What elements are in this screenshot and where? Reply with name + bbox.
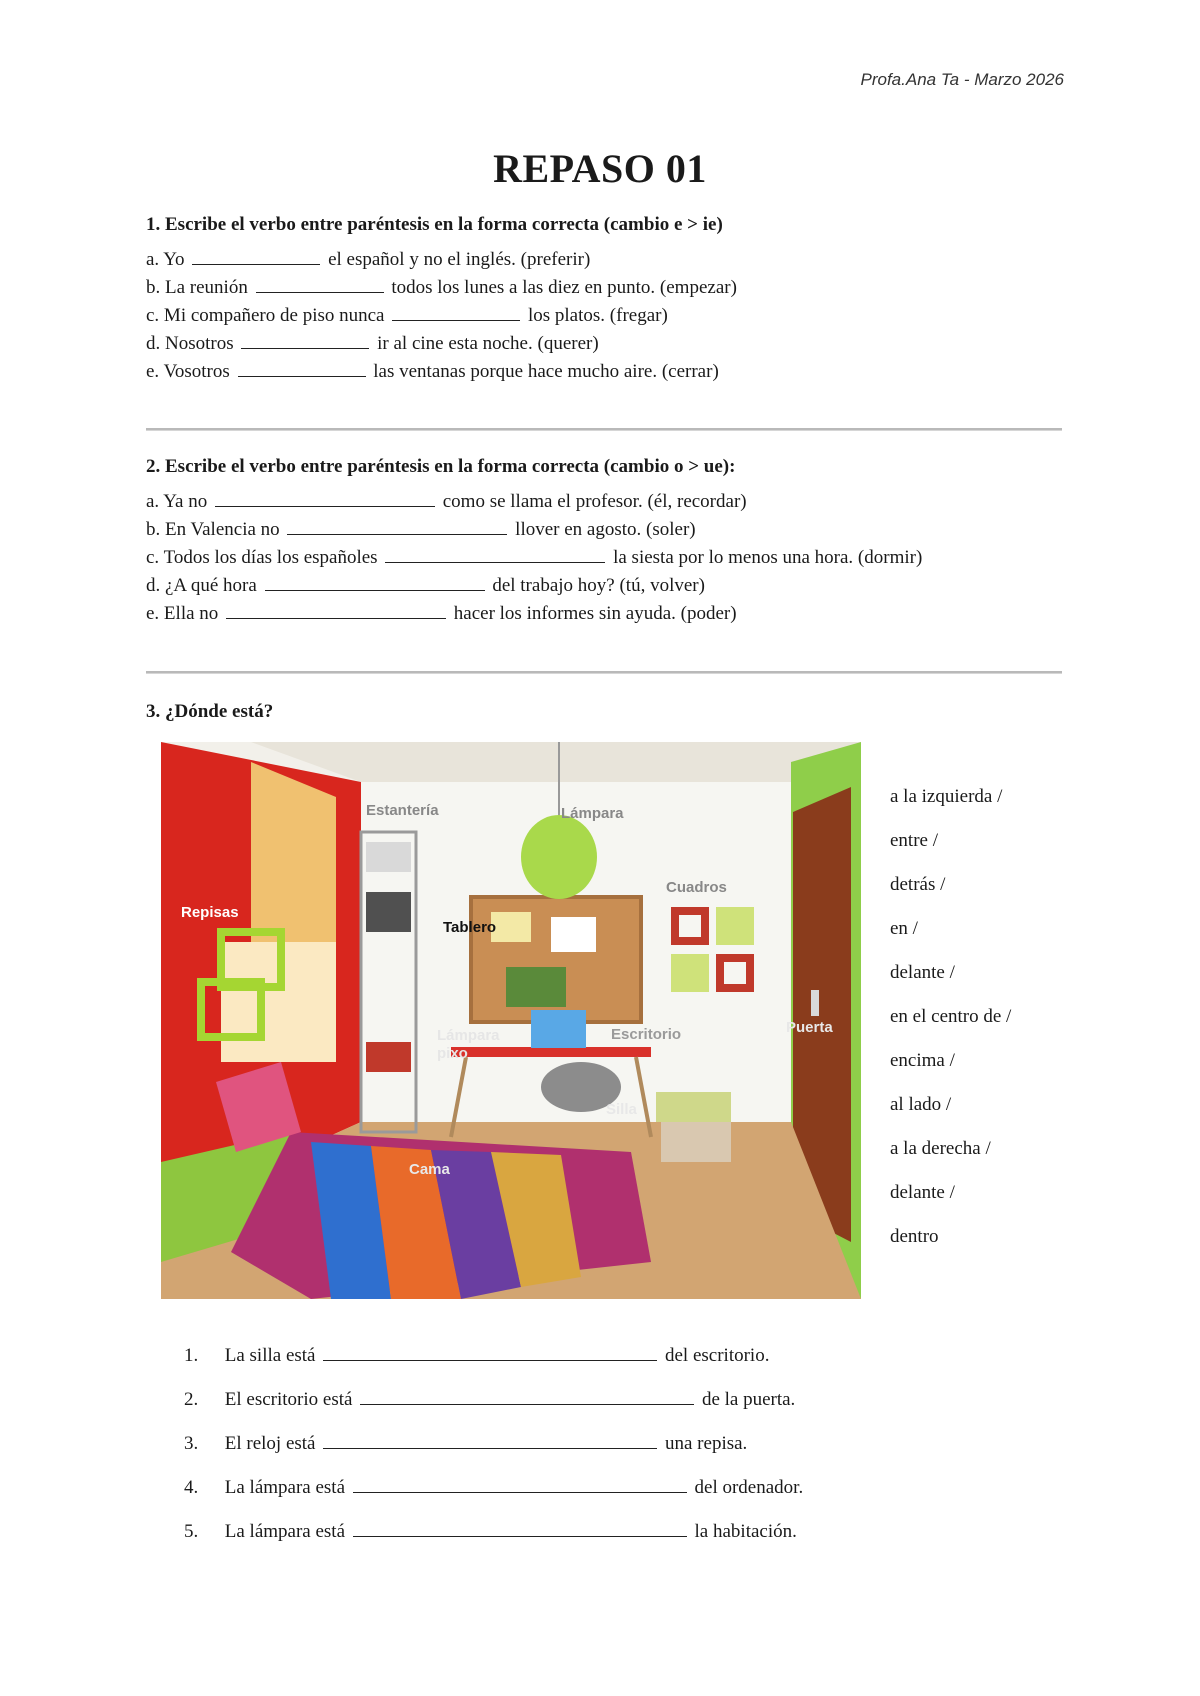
exercise-line xyxy=(146,330,1062,358)
word-bank-item: entre / xyxy=(890,830,939,851)
exercise-text: los platos. (fregar) xyxy=(527,305,668,326)
question-row xyxy=(184,1518,803,1562)
exercise-prompt: c. Mi compañero de piso nunca xyxy=(146,305,385,326)
answer-blank[interactable] xyxy=(256,274,384,293)
divider xyxy=(146,428,1062,431)
label-lampara-pixo-2: pixo xyxy=(437,1045,468,1062)
label-silla: Silla xyxy=(606,1101,637,1118)
question-text: del escritorio. xyxy=(665,1345,770,1366)
answer-blank[interactable] xyxy=(241,330,369,349)
section-3-heading-wrap xyxy=(146,701,1062,733)
word-bank-item: encima / xyxy=(890,1050,955,1071)
answer-blank[interactable] xyxy=(353,1518,687,1537)
answer-blank[interactable] xyxy=(215,488,435,507)
answer-blank[interactable] xyxy=(287,516,507,535)
exercise-prompt: e. Ella no xyxy=(146,603,219,624)
label-lampara: Lámpara xyxy=(561,805,624,822)
answer-blank[interactable] xyxy=(323,1430,657,1449)
exercise-prompt: a. Ya no xyxy=(146,491,208,512)
exercise-line xyxy=(146,544,1062,572)
exercise-prompt: e. Vosotros xyxy=(146,361,230,382)
question-number: 5. xyxy=(184,1521,199,1542)
location-questions xyxy=(184,1342,803,1562)
word-bank-item: delante / xyxy=(890,962,955,983)
exercise-text: ir al cine esta noche. (querer) xyxy=(377,333,599,354)
question-number: 2. xyxy=(184,1389,199,1410)
exercise-prompt: b. La reunión xyxy=(146,277,248,298)
question-number: 3. xyxy=(184,1433,199,1454)
page-title: REPASO 01 xyxy=(493,146,707,191)
exercise-text: las ventanas porque hace mucho aire. (cerrar) xyxy=(373,361,719,382)
question-prompt: La lámpara está xyxy=(224,1477,346,1498)
question-prompt: El escritorio está xyxy=(224,1389,353,1410)
answer-blank[interactable] xyxy=(360,1386,694,1405)
answer-blank[interactable] xyxy=(392,302,520,321)
section-1 xyxy=(146,214,1062,386)
exercise-text: del trabajo hoy? (tú, volver) xyxy=(492,575,705,596)
exercise-line xyxy=(146,572,1062,600)
exercise-text: la siesta por lo menos una hora. (dormir) xyxy=(613,547,923,568)
label-escritorio: Escritorio xyxy=(611,1026,682,1043)
label-puerta: Puerta xyxy=(786,1019,833,1036)
question-row xyxy=(184,1474,803,1518)
label-cuadros: Cuadros xyxy=(666,879,727,896)
label-repisas: Repisas xyxy=(181,904,239,921)
word-bank-item: delante / xyxy=(890,1182,955,1203)
question-row xyxy=(184,1386,803,1430)
question-text: la habitación. xyxy=(694,1521,797,1542)
exercise-text: como se llama el profesor. (él, recordar) xyxy=(442,491,747,512)
answer-blank[interactable] xyxy=(353,1474,687,1493)
word-bank-item: detrás / xyxy=(890,874,946,895)
section-2-heading: 2. Escribe el verbo entre paréntesis en la forma correcta (cambio o > ue): xyxy=(146,456,736,477)
exercise-line xyxy=(146,302,1062,330)
question-prompt: La silla está xyxy=(224,1345,316,1366)
exercise-prompt: c. Todos los días los españoles xyxy=(146,547,378,568)
divider xyxy=(146,671,1062,674)
answer-blank[interactable] xyxy=(265,572,485,591)
question-prompt: El reloj está xyxy=(224,1433,316,1454)
exercise-prompt: d. Nosotros xyxy=(146,333,234,354)
exercise-line xyxy=(146,274,1062,302)
question-text: una repisa. xyxy=(665,1433,748,1454)
exercise-text: hacer los informes sin ayuda. (poder) xyxy=(453,603,737,624)
word-bank-item: al lado / xyxy=(890,1094,952,1115)
exercise-line xyxy=(146,600,1062,628)
exercise-prompt: d. ¿A qué hora xyxy=(146,575,257,596)
word-bank-item: dentro xyxy=(890,1226,939,1247)
question-row xyxy=(184,1342,803,1386)
answer-blank[interactable] xyxy=(238,358,366,377)
question-number: 4. xyxy=(184,1477,199,1498)
question-row xyxy=(184,1430,803,1474)
word-bank-item: en / xyxy=(890,918,918,939)
question-prompt: La lámpara está xyxy=(224,1521,346,1542)
label-cama: Cama xyxy=(409,1161,450,1178)
word-bank-item: a la derecha / xyxy=(890,1138,991,1159)
answer-blank[interactable] xyxy=(385,544,605,563)
question-text: del ordenador. xyxy=(694,1477,804,1498)
exercise-line xyxy=(146,358,1062,386)
word-bank-item: en el centro de / xyxy=(890,1006,1012,1027)
header-note: Profa.Ana Ta - Marzo 2026 xyxy=(860,70,1064,89)
bedroom-image xyxy=(161,742,861,1299)
exercise-text: llover en agosto. (soler) xyxy=(515,519,696,540)
exercise-text: todos los lunes a las diez en punto. (empezar) xyxy=(391,277,737,298)
exercise-prompt: b. En Valencia no xyxy=(146,519,280,540)
section-3-heading: 3. ¿Dónde está? xyxy=(146,701,274,722)
answer-blank[interactable] xyxy=(323,1342,657,1361)
label-tablero: Tablero xyxy=(443,919,497,936)
exercise-prompt: a. Yo xyxy=(146,249,185,270)
exercise-line xyxy=(146,246,1062,274)
label-lampara-pixo: Lámpara xyxy=(437,1027,500,1044)
answer-blank[interactable] xyxy=(192,246,320,265)
word-bank-item: a la izquierda / xyxy=(890,786,1003,807)
section-1-heading: 1. Escribe el verbo entre paréntesis en la forma correcta (cambio e > ie) xyxy=(146,214,723,235)
exercise-line xyxy=(146,516,1062,544)
answer-blank[interactable] xyxy=(226,600,446,619)
word-bank xyxy=(890,786,1011,1270)
question-text: de la puerta. xyxy=(701,1389,796,1410)
exercise-text: el español y no el inglés. (preferir) xyxy=(328,249,591,270)
exercise-line xyxy=(146,488,1062,516)
question-number: 1. xyxy=(184,1345,199,1366)
label-estanteria: Estantería xyxy=(366,802,439,819)
section-2 xyxy=(146,456,1062,628)
